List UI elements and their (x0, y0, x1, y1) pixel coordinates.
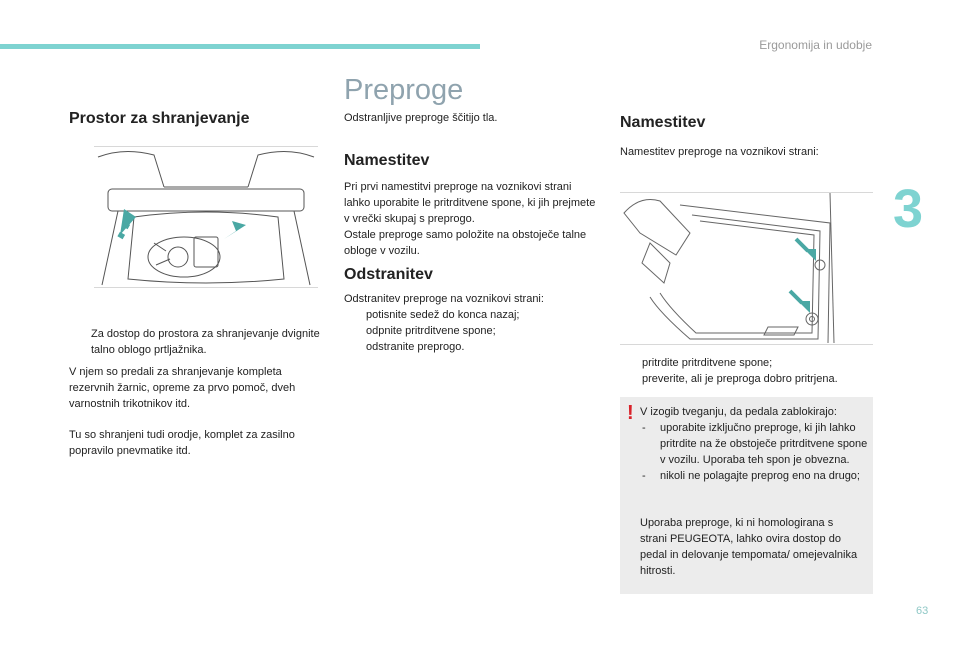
install-title: Namestitev (344, 152, 430, 169)
storage-title: Prostor za shranjevanje (69, 110, 250, 127)
warning-item (640, 468, 868, 484)
warning-item (640, 420, 868, 468)
floor-mat-illustration (620, 192, 873, 345)
warning-icon: ! (627, 402, 634, 424)
install-step (620, 371, 878, 387)
remove-step (344, 323, 599, 339)
storage-bullet (69, 326, 341, 358)
remove-step (344, 307, 599, 323)
remove-intro: Odstranitev preproge na voznikovi strani: (344, 293, 544, 305)
section-title: Ergonomija in udobje (759, 38, 872, 52)
remove-step-text: odpnite pritrditvene spone; (366, 325, 496, 337)
storage-para-2: Tu so shranjeni tudi orodje, komplet za zasilno popravilo pnevmatike itd. (69, 429, 295, 457)
mats-title: Preproge (344, 74, 464, 106)
header-accent-bar (0, 44, 480, 49)
remove-step-text: odstranite preprogo. (366, 341, 465, 353)
remove-step (344, 339, 599, 355)
mats-intro: Odstranljive preproge ščitijo tla. (344, 112, 498, 124)
install-text: Pri prvi namestitvi preproge na voznikovi strani lahko uporabite le pritrditvene spone, ki jih prejmete v vrečki skupaj s preprogo. Ostale preproge samo položite na obstoječe talne obloge v vozilu. (344, 181, 596, 257)
page-number: 63 (916, 605, 929, 617)
dash-icon: - (642, 422, 646, 434)
warning-box (620, 397, 873, 594)
install-step (620, 355, 878, 371)
storage-bullet-text: Za dostop do prostora za shranjevanje dvignite talno oblogo prtljažnika. (91, 328, 320, 356)
dash-icon: - (642, 470, 646, 482)
warning-items (640, 420, 868, 484)
warning-outro: Uporaba preproge, ki ni homologirana s strani PEUGEOTA, lahko ovira dostop do pedal in delovanje tempomata/ omejevalnika hitrosti. (640, 517, 858, 577)
install-steps-after (620, 355, 878, 387)
warning-item-text: nikoli ne polagajte preprog eno na drugo; (660, 470, 860, 482)
remove-step-text: potisnite sedež do konca nazaj; (366, 309, 520, 321)
remove-title: Odstranitev (344, 266, 433, 283)
warning-intro: V izogib tveganju, da pedala zablokirajo: (640, 406, 837, 418)
storage-para-1: V njem so predali za shranjevanje kompleta rezervnih žarnic, opreme za prvo pomoč, dveh varnostnih trikotnikov itd. (69, 366, 296, 410)
install-step-text: preverite, ali je preproga dobro pritrjena. (642, 373, 838, 385)
warning-item-text: uporabite izključno preproge, ki jih lahko pritrdite na že obstoječe pritrditvene spone v vozilu. Uporaba teh spon je obvezna. (660, 422, 868, 466)
install-step-text: pritrdite pritrditvene spone; (642, 357, 773, 369)
install-title-2: Namestitev (620, 114, 706, 131)
chapter-number: 3 (893, 179, 924, 239)
install-intro-2: Namestitev preproge na voznikovi strani: (620, 146, 819, 158)
remove-steps (344, 307, 599, 355)
trunk-illustration (94, 146, 318, 288)
